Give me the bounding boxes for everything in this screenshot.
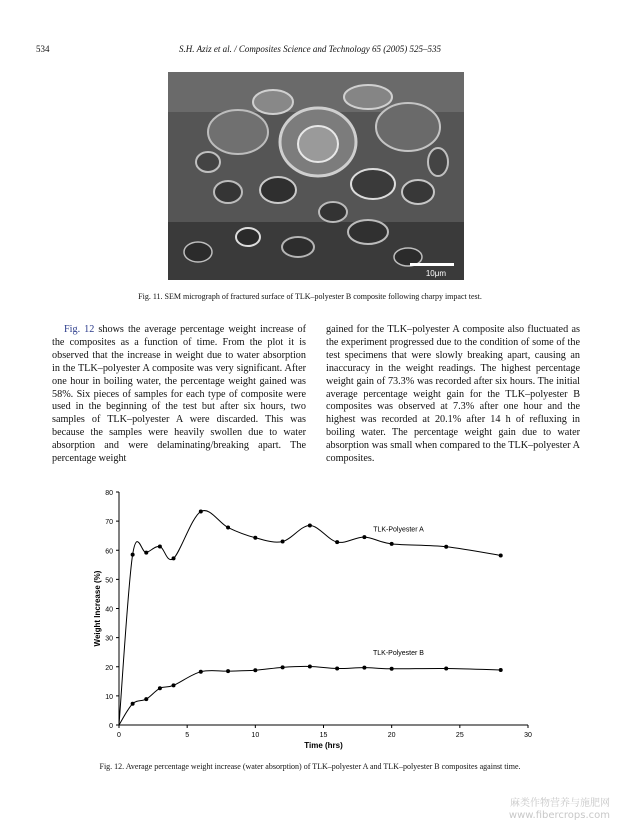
data-point (131, 553, 135, 557)
figure-12-chart (92, 482, 540, 750)
y-tick-label: 40 (105, 606, 113, 614)
y-tick-label: 30 (105, 635, 113, 643)
x-axis-label: Time (hrs) (304, 741, 343, 750)
data-point (172, 556, 176, 560)
paragraph-left (52, 324, 306, 466)
data-point (158, 544, 162, 548)
series-label: TLK-Polyester B (372, 650, 424, 658)
data-point (335, 540, 339, 544)
data-point (131, 702, 135, 706)
series-line (119, 511, 501, 725)
data-point (335, 666, 339, 670)
series-line (119, 666, 501, 725)
y-tick-label: 80 (105, 490, 113, 497)
data-point (281, 540, 285, 544)
x-tick-label: 15 (319, 732, 328, 739)
data-point (362, 666, 366, 670)
data-point (362, 535, 366, 539)
running-title: S.H. Aziz et al. / Composites Science and Technology 65 (2005) 525–535 (179, 44, 441, 54)
data-point (172, 683, 176, 687)
data-point (444, 545, 448, 549)
y-axis-label: Weight Increase (%) (93, 570, 102, 647)
x-tick-label: 30 (524, 732, 532, 739)
data-point (158, 686, 162, 690)
data-point (499, 553, 503, 557)
data-point (281, 665, 285, 669)
chart-svg (92, 482, 540, 750)
paragraph-left-text: shows the average percentage weight increase of the composites as a function of time. From the plot it is observed that the increase in weight due to water absorption in the TLK–polyester A composite was very significant. After one hour in boiling water, the percentage weight gained was 58%. Six pieces of samples for each type of composite were used in the beginning of the test but after six hours, two samples of TLK–polyester A were discarded. This was because the samples were heavily swollen due to water absorption and were delaminating/breaking apart. The percentage weight (52, 324, 306, 465)
data-point (390, 542, 394, 546)
y-tick-label: 50 (105, 577, 113, 585)
y-tick-label: 20 (105, 664, 113, 672)
data-point (308, 664, 312, 668)
data-point (199, 510, 203, 514)
sem-texture (168, 72, 464, 280)
data-point (144, 551, 148, 555)
chart-ticks (105, 490, 532, 739)
watermark-line-1: 麻类作物营养与施肥网 (510, 798, 610, 809)
data-point (199, 670, 203, 674)
scale-bar (410, 263, 454, 266)
x-tick-label: 25 (455, 732, 464, 739)
y-tick-label: 70 (105, 519, 113, 527)
chart-lines (119, 511, 501, 725)
data-point (444, 666, 448, 670)
series-label: TLK-Polyester A (373, 526, 424, 534)
data-point (226, 526, 230, 530)
data-point (253, 536, 257, 540)
body-column-right (326, 324, 580, 466)
y-tick-label: 10 (105, 693, 113, 701)
figure-12-caption: Fig. 12. Average percentage weight increase (water absorption) of TLK–polyester A and TLK–polyester B composites against time. (99, 762, 521, 771)
scale-label: 10μm (425, 269, 446, 278)
watermark-line-2: www.fibercrops.com (508, 810, 610, 821)
chart-labels (93, 526, 424, 750)
y-tick-label: 60 (105, 548, 113, 556)
watermark (509, 798, 610, 822)
y-tick-label: 0 (109, 723, 113, 730)
data-point (253, 668, 257, 672)
body-column-left (52, 324, 306, 466)
x-tick-label: 10 (251, 732, 260, 739)
data-point (144, 697, 148, 701)
x-tick-label: 20 (387, 732, 396, 739)
figure-12-link[interactable]: Fig. 12 (64, 324, 95, 335)
x-tick-label: 5 (185, 732, 190, 739)
page-number: 534 (36, 44, 50, 54)
chart-axes (119, 492, 528, 725)
data-point (226, 669, 230, 673)
chart-points (131, 510, 503, 706)
data-point (499, 668, 503, 672)
figure-11-caption: Fig. 11. SEM micrograph of fractured surface of TLK–polyester B composite following charpy impact test. (138, 292, 482, 301)
sem-micrograph (168, 72, 464, 280)
paragraph-right: gained for the TLK–polyester A composite also fluctuated as the experiment progressed due to the condition of some of the test specimens that were slowly breaking apart, causing an inaccuracy in the weight readings. The highest percentage weight gain of 73.3% was recorded after six hours. The initial average percentage weight gain for the TLK–polyester B composites was observed at 7.3% after one hour and the highest was recorded at 20.1% after 14 h of refluxing in boiling water. The percentage weight gain due to water absorption was small when compared to the TLK–polyester A composites. (326, 324, 580, 465)
x-tick-label: 0 (117, 732, 121, 739)
data-point (308, 523, 312, 527)
data-point (390, 667, 394, 671)
